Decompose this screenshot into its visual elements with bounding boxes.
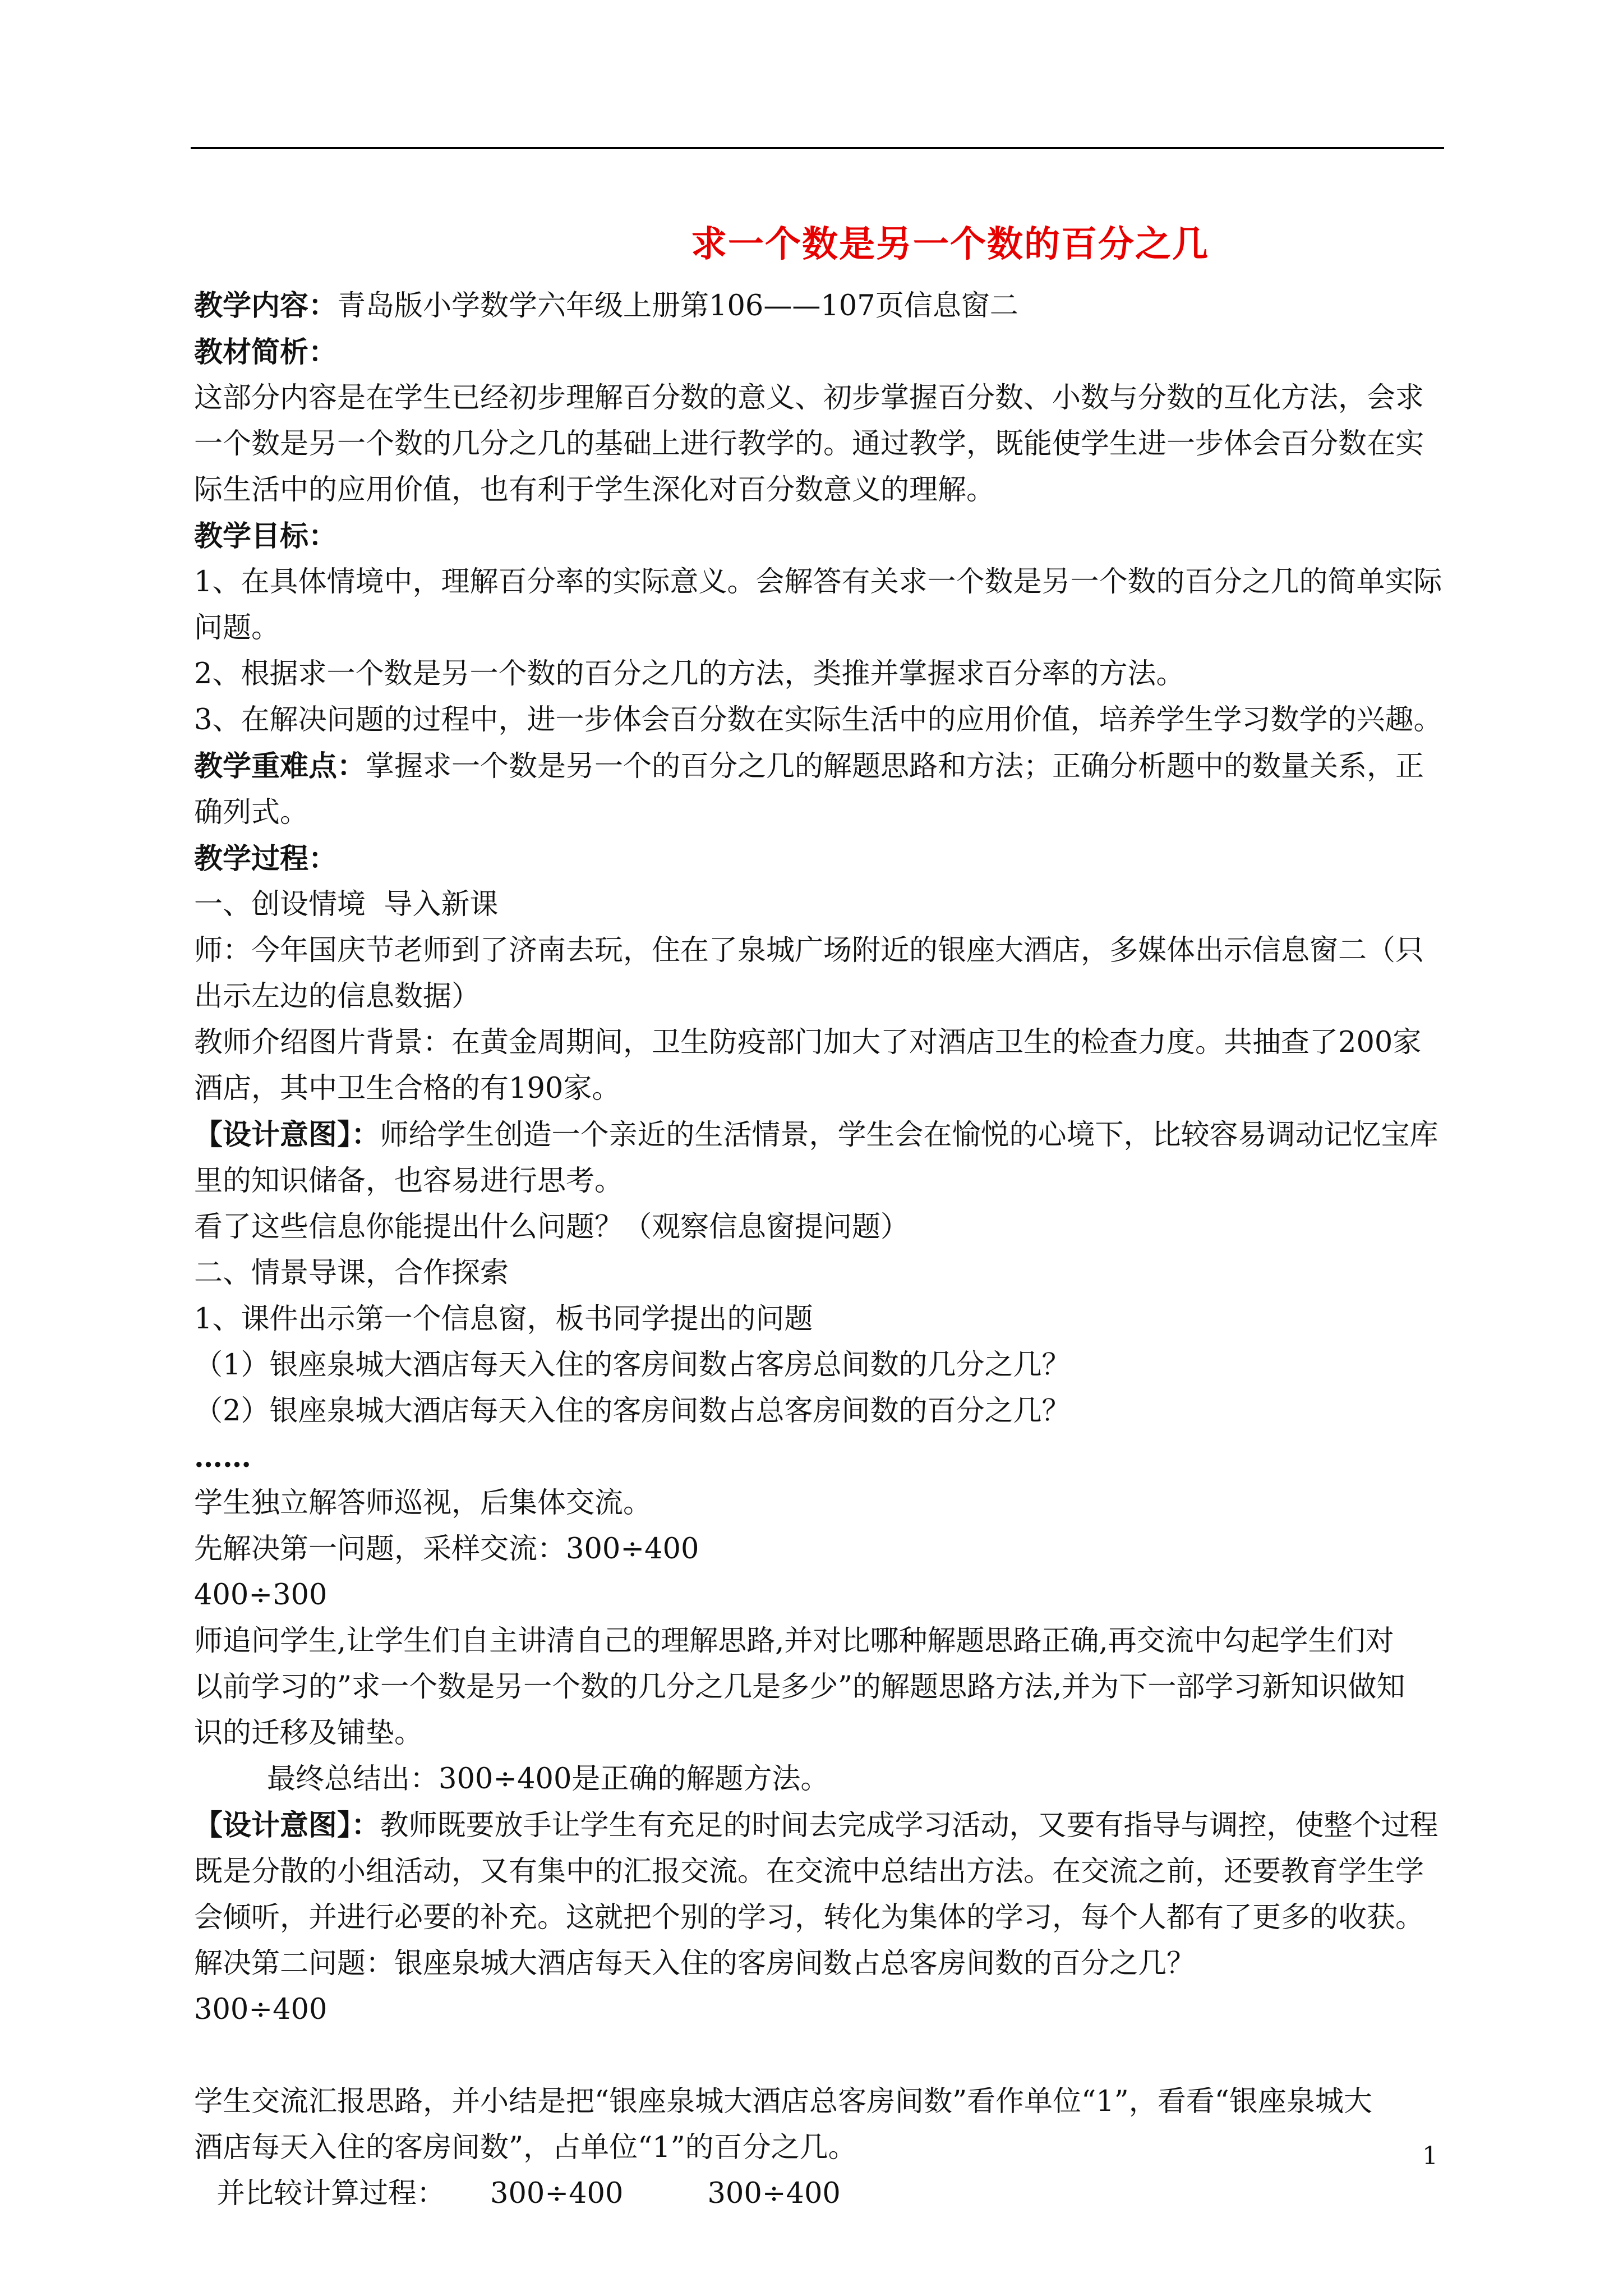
section2-line: 400÷300 xyxy=(194,1579,328,1612)
goal-line: 2、根据求一个数是另一个数的百分之几的方法，类推并掌握求百分率的方法。 xyxy=(194,657,1185,691)
difficulty-line xyxy=(194,743,1445,790)
analysis-heading: 教材简析： xyxy=(194,335,338,369)
section1-heading: 一、创设情境 导入新课 xyxy=(194,888,499,921)
section2-line: 学生独立解答师巡视，后集体交流。 xyxy=(194,1487,652,1520)
ellipsis: …… xyxy=(194,1441,251,1474)
design-intent-1-cont: 里的知识储备，也容易进行思考。 xyxy=(194,1165,624,1198)
section2-line: 1、课件出示第一个信息窗，板书同学提出的问题 xyxy=(194,1303,813,1336)
section2-heading: 二、情景导课，合作探索 xyxy=(194,1257,509,1290)
compare-line: 并比较计算过程： 300÷400 300÷400 xyxy=(216,2177,841,2210)
blank-line xyxy=(194,2033,1445,2079)
section2-line: 300÷400 xyxy=(194,1993,328,2026)
goal-line: 问题。 xyxy=(194,611,280,645)
analysis-line: 这部分内容是在学生已经初步理解百分数的意义、初步掌握百分数、小数与分数的互化方法，会求 xyxy=(194,381,1424,415)
goals-heading: 教学目标： xyxy=(194,519,338,553)
section1-line: 师：今年国庆节老师到了济南去玩，住在了泉城广场附近的银座大酒店，多媒体出示信息窗二（只 xyxy=(194,934,1424,967)
design-label: 【设计意图】： xyxy=(194,1809,380,1842)
section2-line: 解决第二问题：银座泉城大酒店每天入住的客房间数占总客房间数的百分之几？ xyxy=(194,1947,1196,1980)
page-number: 1 xyxy=(1422,2142,1438,2170)
goal-line: 1、在具体情境中，理解百分率的实际意义。会解答有关求一个数是另一个数的百分之几的简单实际 xyxy=(194,565,1442,599)
design-intent-1: 【设计意图】：师给学生创造一个亲近的生活情景，学生会在愉悦的心境下，比较容易调动记忆宝库 xyxy=(194,1118,1438,1152)
question-2: （2）银座泉城大酒店每天入住的客房间数占总客房间数的百分之几？ xyxy=(194,1395,1071,1428)
content-line xyxy=(194,283,1445,329)
page-title: 求一个数是另一个数的百分之几 xyxy=(691,223,1209,265)
section2-line: 师追问学生,让学生们自主讲清自己的理解思路,并对比哪种解题思路正确,再交流中勾起学生们对 xyxy=(194,1625,1394,1658)
section2-line: 识的迁移及铺垫。 xyxy=(194,1717,423,1750)
document-body xyxy=(194,283,1445,2217)
difficulty-line-2: 确列式。 xyxy=(194,796,309,829)
analysis-line: 一个数是另一个数的几分之几的基础上进行教学的。通过教学，既能使学生进一步体会百分数在实 xyxy=(194,427,1424,461)
difficulty-text: 掌握求一个数是另一个的百分之几的解题思路和方法；正确分析题中的数量关系，正 xyxy=(366,750,1424,783)
section2-line: 以前学习的”求一个数是另一个数的几分之几是多少”的解题思路方法,并为下一部学习新知识做知 xyxy=(194,1671,1405,1704)
design-intent-2: 【设计意图】：教师既要放手让学生有充足的时间去完成学习活动，又要有指导与调控，使整个过程 xyxy=(194,1809,1438,1842)
design-intent-2-cont: 既是分散的小组活动，又有集中的汇报交流。在交流中总结出方法。在交流之前，还要教育学生学 xyxy=(194,1855,1424,1888)
difficulty-label: 教学重难点： xyxy=(194,749,366,783)
section1-line: 出示左边的信息数据） xyxy=(194,980,481,1013)
analysis-line: 际生活中的应用价值，也有利于学生深化对百分数意义的理解。 xyxy=(194,473,995,507)
section2-line: 学生交流汇报思路，并小结是把“银座泉城大酒店总客房间数”看作单位“1”，看看“银座泉城大 xyxy=(194,2085,1372,2118)
process-heading: 教学过程： xyxy=(194,842,338,876)
question-line: 看了这些信息你能提出什么问题？（观察信息窗提问题） xyxy=(194,1211,910,1244)
section1-line: 教师介绍图片背景：在黄金周期间，卫生防疫部门加大了对酒店卫生的检查力度。共抽查了200家 xyxy=(194,1026,1422,1059)
content-text: 青岛版小学数学六年级上册第106——107页信息窗二 xyxy=(337,289,1018,323)
design-label: 【设计意图】： xyxy=(194,1118,380,1152)
section2-line: 先解决第一问题，采样交流：300÷400 xyxy=(194,1533,699,1566)
content-label: 教学内容： xyxy=(194,289,338,323)
section1-line: 酒店，其中卫生合格的有190家。 xyxy=(194,1072,621,1105)
summary-line: 最终总结出：300÷400是正确的解题方法。 xyxy=(267,1763,829,1796)
section2-line: 酒店每天入住的客房间数”，占单位“1”的百分之几。 xyxy=(194,2131,857,2164)
question-1: （1）银座泉城大酒店每天入住的客房间数占客房总间数的几分之几？ xyxy=(194,1349,1071,1382)
goal-line: 3、在解决问题的过程中，进一步体会百分数在实际生活中的应用价值，培养学生学习数学的兴趣。 xyxy=(194,703,1442,737)
design-intent-2-cont: 会倾听，并进行必要的补充。这就把个别的学习，转化为集体的学习，每个人都有了更多的收获。 xyxy=(194,1901,1424,1934)
header-rule xyxy=(191,147,1444,149)
